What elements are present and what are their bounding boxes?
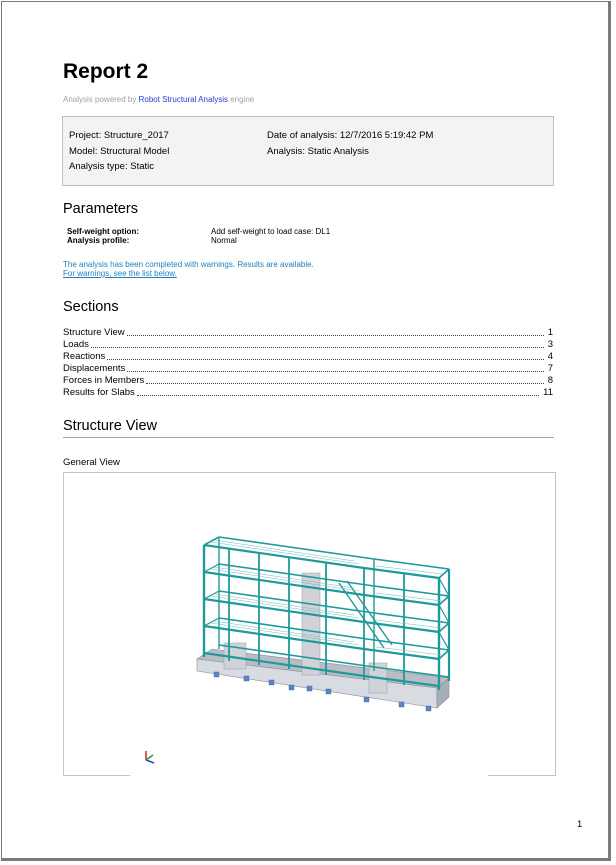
section-divider xyxy=(63,437,554,438)
toc-label: Displacements xyxy=(63,363,126,374)
powered-suffix: engine xyxy=(227,95,255,104)
axis-triad-icon xyxy=(146,751,154,763)
model-name: Model: Structural Model xyxy=(69,146,170,157)
analysis-date: Date of analysis: 12/7/2016 5:19:42 PM xyxy=(267,130,434,141)
toc-item-structure-view[interactable] xyxy=(63,326,553,338)
structure-view-heading: Structure View xyxy=(63,418,158,434)
project-name: Project: Structure_2017 xyxy=(69,130,169,141)
toc-item-loads[interactable] xyxy=(63,338,553,350)
toc-label: Loads xyxy=(63,339,89,350)
structure-3d-view xyxy=(64,473,555,775)
analysis-name: Analysis: Static Analysis xyxy=(267,146,369,157)
toc-leader xyxy=(107,359,543,360)
toc-page: 4 xyxy=(547,351,553,362)
param-value: Normal xyxy=(211,236,237,245)
toc-leader xyxy=(146,383,543,384)
toc-page: 1 xyxy=(547,327,553,338)
general-view-subheading: General View xyxy=(63,457,120,468)
page-number: 1 xyxy=(577,819,583,830)
toc-label: Structure View xyxy=(63,327,125,338)
toc-leader xyxy=(91,347,544,348)
toc-item-results-for-slabs[interactable] xyxy=(63,386,553,398)
robot-link[interactable]: Robot Structural Analysis xyxy=(138,95,228,104)
powered-by-line xyxy=(63,95,254,104)
toc-page: 3 xyxy=(547,339,553,350)
analysis-notice: The analysis has been completed with warnings. Results are available. xyxy=(63,260,314,269)
toc-label: Forces in Members xyxy=(63,375,145,386)
analysis-type: Analysis type: Static xyxy=(69,161,155,172)
param-label: Self-weight option: xyxy=(67,227,139,236)
param-label: Analysis profile: xyxy=(67,236,130,245)
toc-label: Reactions xyxy=(63,351,106,362)
report-title: Report 2 xyxy=(63,60,149,83)
structure-figure xyxy=(63,472,556,776)
figure-border-gap xyxy=(130,774,488,778)
warnings-link[interactable]: For warnings, see the list below. xyxy=(63,269,177,278)
toc-label: Results for Slabs xyxy=(63,387,135,398)
toc-item-displacements[interactable] xyxy=(63,362,553,374)
project-info-box xyxy=(62,116,554,186)
toc-page: 11 xyxy=(543,387,553,398)
parameters-heading: Parameters xyxy=(63,201,138,217)
toc-item-forces-in-members[interactable] xyxy=(63,374,553,386)
param-value: Add self-weight to load case: DL1 xyxy=(211,227,331,236)
toc-page: 7 xyxy=(547,363,553,374)
toc-leader xyxy=(137,395,539,396)
toc-page: 8 xyxy=(547,375,553,386)
toc-leader xyxy=(127,371,543,372)
sections-heading: Sections xyxy=(63,299,119,315)
toc-item-reactions[interactable] xyxy=(63,350,553,362)
powered-prefix: Analysis powered by xyxy=(63,95,139,104)
toc-leader xyxy=(127,335,544,336)
